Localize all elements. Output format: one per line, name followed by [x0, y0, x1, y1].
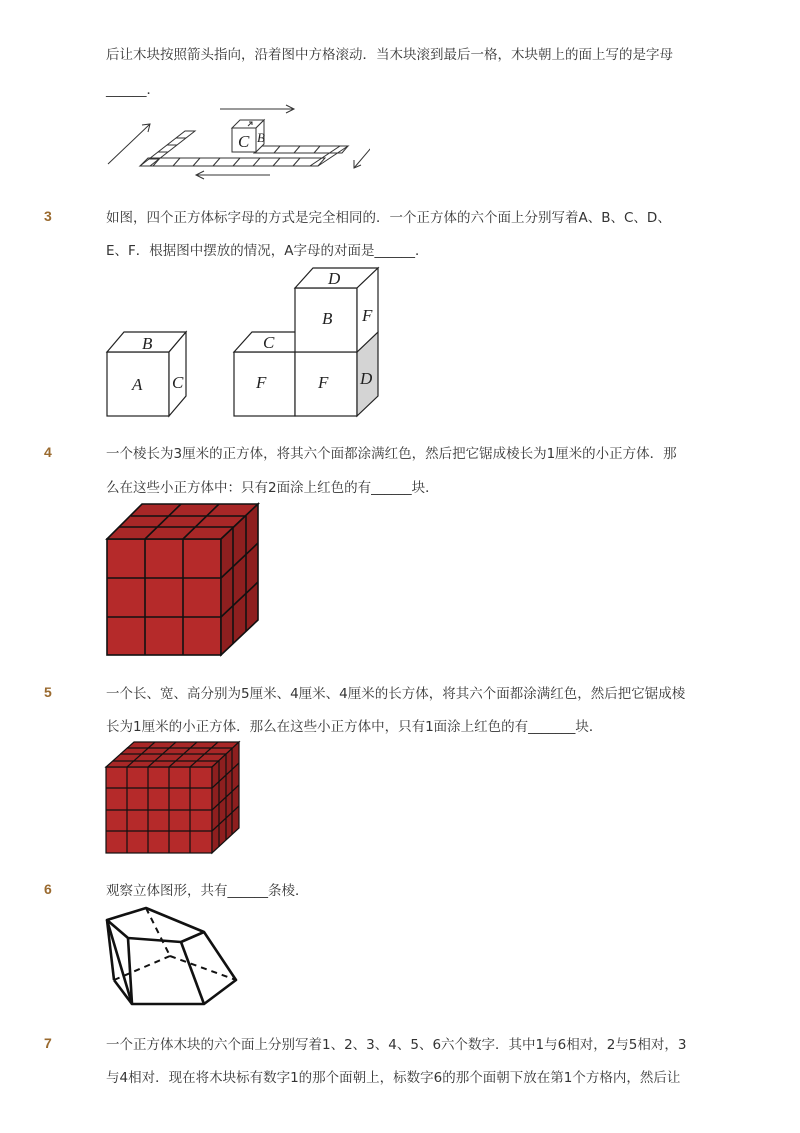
q2-text-line2: ______． [106, 82, 160, 98]
q4-text-line1: 一个棱长为3厘米的正方体，将其六个面都涂满红色，然后把它锯成棱长为1厘米的小正方体．那 [106, 446, 677, 462]
q4-text-line2: 么在这些小正方体中：只有2面涂上红色的有______块． [106, 480, 439, 496]
q3-cube1-top-letter: B [142, 334, 153, 353]
q3-number: 3 [44, 208, 52, 224]
q7-text-line1: 一个正方体木块的六个面上分别写着1、2、3、4、5、6六个数字．其中1与6相对，2与5相对，3 [106, 1037, 687, 1053]
q7-number: 7 [44, 1035, 52, 1051]
q3-text-line1: 如图，四个正方体标字母的方式是完全相同的．一个正方体的六个面上分别写着A、B、C、D、 [106, 210, 671, 226]
q6-text-line1: 观察立体图形，共有______条棱． [106, 883, 309, 899]
q2-rolling-block-figure [100, 98, 370, 190]
q3-f-side-letter: F [362, 306, 373, 325]
q3-cube1-front-letter: A [132, 375, 143, 394]
q3-f-mid-letter: F [318, 373, 329, 392]
q3-cubes-figure [100, 262, 390, 420]
q3-d-side-letter: D [360, 369, 373, 388]
q4-number: 4 [44, 444, 52, 460]
q3-d-top-letter: D [328, 269, 341, 288]
q4-red-cube-figure [104, 500, 264, 660]
q3-text-line2: E、F．根据图中摆放的情况，A字母的对面是______． [106, 243, 429, 259]
q5-number: 5 [44, 684, 52, 700]
q2-cube-front-letter: C [238, 132, 250, 151]
q3-cube1-side-letter: C [172, 373, 184, 392]
q6-solid-figure [100, 900, 242, 1012]
q5-red-cuboid-figure [104, 740, 242, 856]
q6-number: 6 [44, 881, 52, 897]
q3-f-left-letter: F [256, 373, 267, 392]
q7-text-line2: 与4相对．现在将木块标有数字1的那个面朝上，标数字6的那个面朝下放在第1个方格内，然后让 [106, 1070, 681, 1086]
q5-text-line2: 长为1厘米的小正方体．那么在这些小正方体中，只有1面涂上红色的有_______块． [106, 719, 603, 735]
q2-cube-side-letter: B [257, 130, 265, 145]
q3-b-front-letter: B [322, 309, 333, 328]
q2-text-line1: 后让木块按照箭头指向，沿着图中方格滚动．当木块滚到最后一格，木块朝上的面上写的是字母 [106, 47, 673, 63]
q3-c-top-letter: C [263, 333, 275, 352]
q5-text-line1: 一个长、宽、高分别为5厘米、4厘米、4厘米的长方体，将其六个面都涂满红色，然后把它锯成棱 [106, 686, 686, 702]
